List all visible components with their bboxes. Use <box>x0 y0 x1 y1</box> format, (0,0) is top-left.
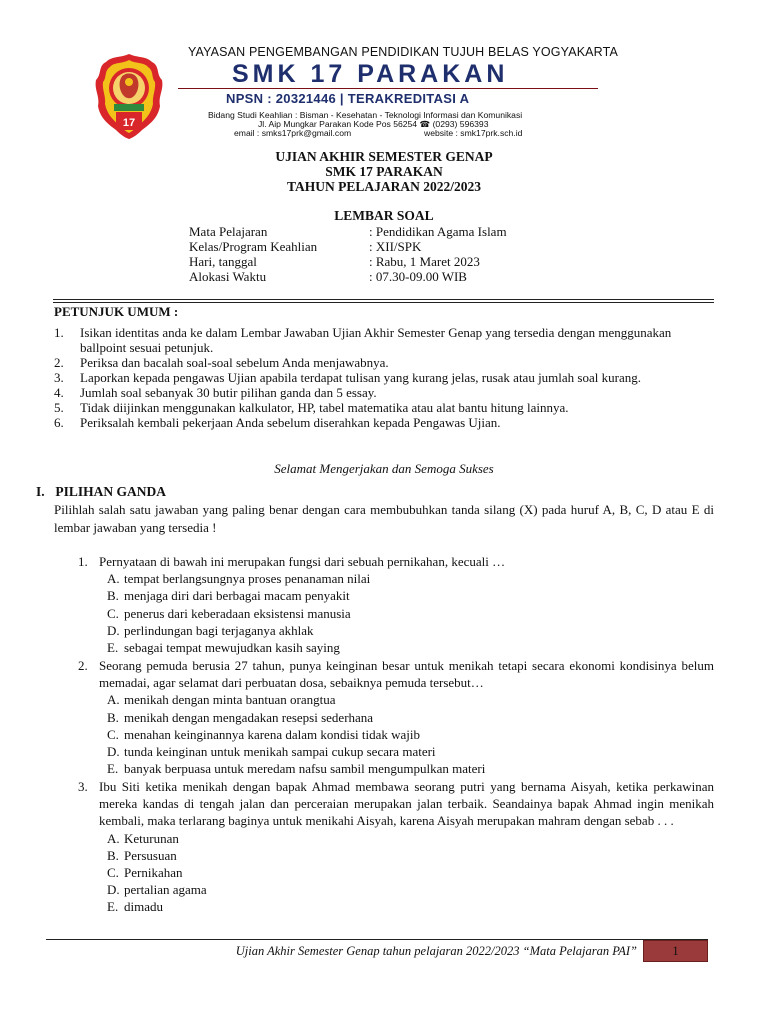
website-text: website : smk17prk.sch.id <box>424 128 523 138</box>
greeting-text: Selamat Mengerjakan dan Semoga Sukses <box>274 461 494 476</box>
list-item: 2. Periksa dan bacalah soal-soal sebelum Anda menjawabnya. <box>54 355 389 370</box>
option-b: B. menikah dengan mengadakan resepsi sederhana <box>107 709 374 725</box>
option-a: A. menikah dengan minta bantuan orangtua <box>107 692 336 708</box>
option-e: E. dimadu <box>107 899 163 915</box>
footer-divider <box>46 939 708 940</box>
question-number: 3. <box>78 779 88 794</box>
question-text: Pernyataan di bawah ini merupakan fungsi dari sebuah pernikahan, kecuali … <box>99 554 506 569</box>
letterhead-divider <box>178 88 598 89</box>
svg-text:17: 17 <box>122 117 136 129</box>
option-d: D. perlindungan bagi terjaganya akhlak <box>107 622 314 638</box>
info-label: Kelas/Program Keahlian <box>189 239 318 254</box>
question-2 <box>78 657 714 777</box>
info-value: : XII/SPK <box>369 239 422 254</box>
section-number: I. <box>36 484 45 499</box>
question-1 <box>78 553 714 656</box>
page-number: 1 <box>643 940 708 962</box>
list-item: 5. Tidak diijinkan menggunakan kalkulator, HP, tabel matematika atau alat bantu hitung lainnya. <box>54 400 569 415</box>
option-list <box>107 691 714 777</box>
study-fields: Bidang Studi Keahlian : Bisman - Kesehatan - Teknologi Informasi dan Komunikasi <box>208 110 523 120</box>
guidelines-list <box>54 325 716 430</box>
email-text: email : smks17prk@gmail.com <box>234 128 352 138</box>
option-b: B. menjaga diri dari berbagai macam penyakit <box>107 588 350 604</box>
exam-year: TAHUN PELAJARAN 2022/2023 <box>286 179 481 194</box>
option-b: B. Persusuan <box>107 847 177 863</box>
question-text: Seorang pemuda berusia 27 tahun, punya keinginan besar untuk menikah tetapi secara ekonomi kondisinya belum memadai, agar selamat dari perbuatan dosa, sebaiknya pemuda tersebut… <box>99 658 714 691</box>
foundation-name: YAYASAN PENGEMBANGAN PENDIDIKAN TUJUH BELAS YOGYAKARTA <box>188 45 618 59</box>
school-address: Jl. Aip Mungkar Parakan Kode Pos 56254 ☎ (0293) 596393 <box>258 119 489 129</box>
exam-title: UJIAN AKHIR SEMESTER GENAP <box>275 149 493 164</box>
section-instruction: Pilihlah salah satu jawaban yang paling benar dengan cara membubuhkan tanda silang (X) pada huruf A, B, C, D atau E di lembar jawaban yang tersedia ! <box>54 502 714 535</box>
contact-line <box>234 128 544 138</box>
section-heading <box>36 484 166 500</box>
option-d: D. tunda keinginan untuk menikah sampai cukup secara materi <box>107 743 436 759</box>
info-label: Hari, tanggal <box>189 254 257 269</box>
list-item: 1. Isikan identitas anda ke dalam Lembar Jawaban Ujian Akhir Semester Genap yang tersedia dengan menggunakan ballpoint sesuai petunjuk. <box>54 325 672 355</box>
info-row-class <box>189 239 422 255</box>
footer-text: Ujian Akhir Semester Genap tahun pelajaran 2022/2023 “Mata Pelajaran PAI” <box>235 944 637 958</box>
option-e: E. banyak berpuasa untuk meredam nafsu sambil mengumpulkan materi <box>107 761 486 777</box>
option-c: C. menahan keinginannya karena dalam kondisi tidak wajib <box>107 726 421 742</box>
divider-top <box>53 299 714 300</box>
option-list <box>107 570 714 656</box>
npsn-accreditation: NPSN : 20321446 | TERAKREDITASI A <box>226 91 470 106</box>
letterhead <box>0 0 768 145</box>
option-c: C. Pernikahan <box>107 864 183 880</box>
list-item: 4. Jumlah soal sebanyak 30 butir pilihan ganda dan 5 essay. <box>54 385 377 400</box>
question-3 <box>78 778 714 916</box>
question-number: 1. <box>78 554 88 569</box>
option-d: D. pertalian agama <box>107 882 207 898</box>
option-c: C. penerus dari keberadaan eksistensi manusia <box>107 605 351 621</box>
option-e: E. sebagai tempat mewujudkan kasih saying <box>107 639 340 655</box>
exam-school: SMK 17 PARAKAN <box>325 164 443 179</box>
info-label: Alokasi Waktu <box>189 269 267 284</box>
sheet-title: LEMBAR SOAL <box>334 208 434 223</box>
option-a: A. Keturunan <box>107 830 179 846</box>
question-text: Ibu Siti ketika menikah dengan bapak Ahmad membawa seorang putri yang bernama Aisyah, ketika perkawinan mereka kandas di tengah jalan dan perceraian merupakan jalan terbaik. Seandainya bapak Ahmad ingin menikah kembali, maka terlarang baginya untuk menikahi Aisyah, karena Aisyah merupakan mahram dengan sebab . . . <box>99 779 714 829</box>
list-item: 3. Laporkan kepada pengawas Ujian apabila terdapat tulisan yang kurang jelas, rusak atau jumlah soal kurang. <box>54 370 641 385</box>
list-item: 6. Periksalah kembali pekerjaan Anda sebelum diserahkan kepada Pengawas Ujian. <box>54 415 501 430</box>
info-row-date <box>189 254 480 270</box>
info-row-subject <box>189 224 507 240</box>
question-number: 2. <box>78 658 88 673</box>
option-list <box>107 830 714 916</box>
info-row-time <box>189 269 467 285</box>
divider-bottom <box>53 302 714 303</box>
info-label: Mata Pelajaran <box>189 224 268 239</box>
option-a: A. tempat berlangsungnya proses penanaman nilai <box>107 571 371 587</box>
info-value: : 07.30-09.00 WIB <box>369 269 467 284</box>
school-crest-icon <box>94 52 164 140</box>
info-value: : Pendidikan Agama Islam <box>369 224 507 239</box>
guidelines-heading: PETUNJUK UMUM : <box>54 304 179 319</box>
section-title: PILIHAN GANDA <box>55 484 167 499</box>
info-value: : Rabu, 1 Maret 2023 <box>369 254 480 269</box>
school-name: SMK 17 PARAKAN <box>232 60 509 88</box>
